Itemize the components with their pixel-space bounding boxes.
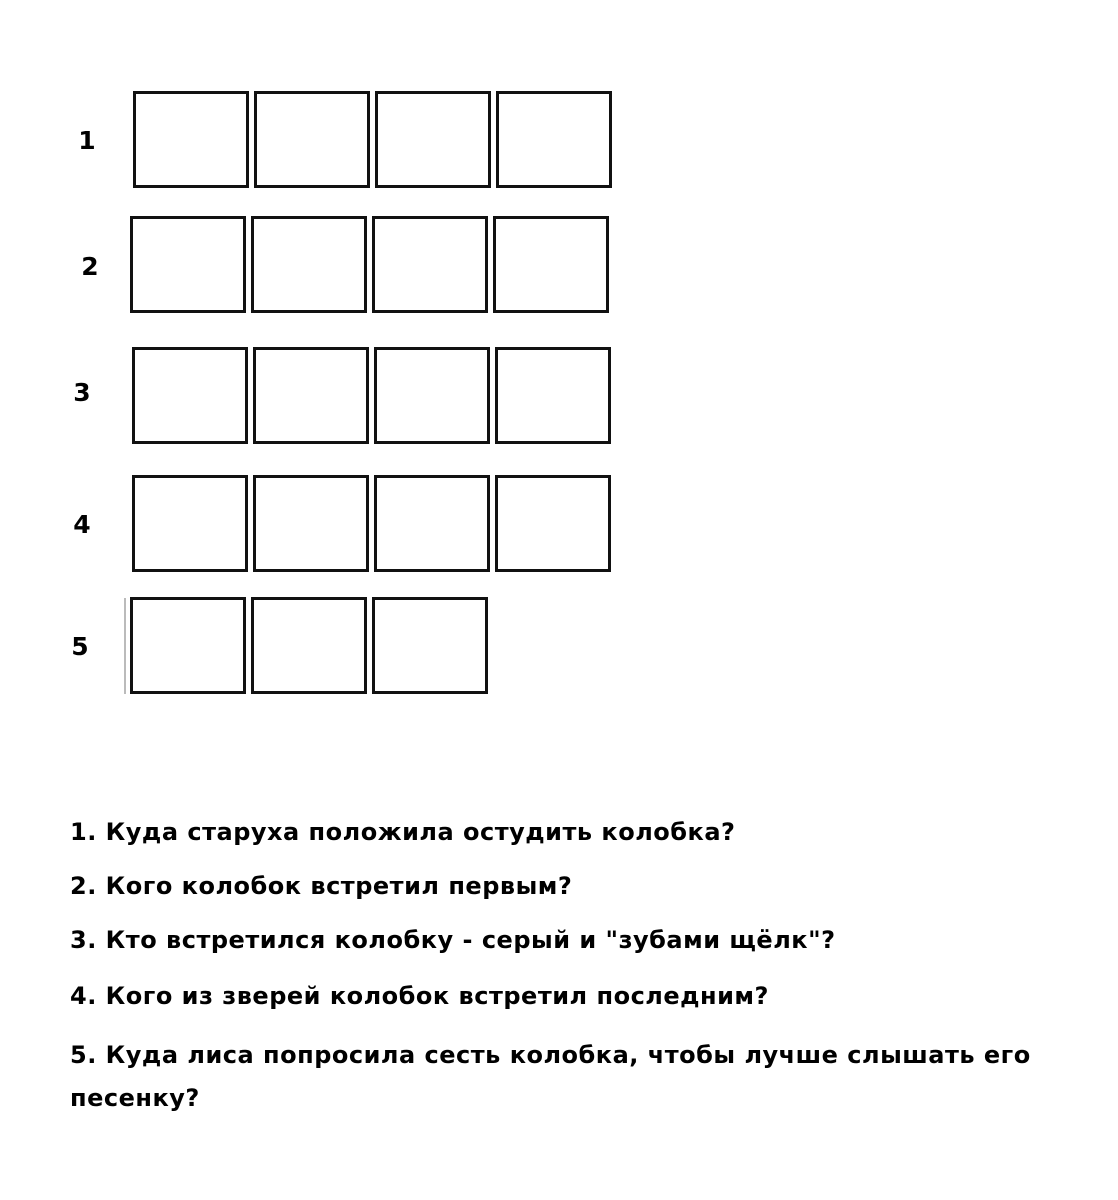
letter-cell[interactable] xyxy=(372,216,488,313)
crossword-row-1 xyxy=(133,91,612,188)
divider xyxy=(124,598,126,694)
letter-cell[interactable] xyxy=(130,597,246,694)
crossword-row-5 xyxy=(130,597,488,694)
letter-cell[interactable] xyxy=(251,597,367,694)
row-number: 2 xyxy=(81,252,99,281)
letter-cell[interactable] xyxy=(495,347,611,444)
letter-cell[interactable] xyxy=(132,475,248,572)
letter-cell[interactable] xyxy=(372,597,488,694)
letter-cell[interactable] xyxy=(132,347,248,444)
row-number: 4 xyxy=(73,510,91,539)
letter-cell[interactable] xyxy=(374,475,490,572)
crossword-row-3 xyxy=(132,347,611,444)
letter-cell[interactable] xyxy=(254,91,370,188)
letter-cell[interactable] xyxy=(496,91,612,188)
question-2: 2. Кого колобок встретил первым? xyxy=(70,872,573,900)
letter-cell[interactable] xyxy=(375,91,491,188)
question-3: 3. Кто встретился колобку - серый и "зубами щёлк"? xyxy=(70,926,836,954)
row-number: 1 xyxy=(78,126,96,155)
letter-cell[interactable] xyxy=(493,216,609,313)
question-1: 1. Куда старуха положила остудить колобка? xyxy=(70,818,736,846)
letter-cell[interactable] xyxy=(495,475,611,572)
question-4: 4. Кого из зверей колобок встретил последним? xyxy=(70,982,769,1010)
row-number: 5 xyxy=(71,632,89,661)
letter-cell[interactable] xyxy=(374,347,490,444)
crossword-row-2 xyxy=(130,216,609,313)
letter-cell[interactable] xyxy=(130,216,246,313)
crossword-row-4 xyxy=(132,475,611,572)
row-number: 3 xyxy=(73,378,91,407)
question-5: 5. Куда лиса попросила сесть колобка, чтобы лучше слышать его песенку? xyxy=(70,1041,1031,1112)
letter-cell[interactable] xyxy=(253,347,369,444)
letter-cell[interactable] xyxy=(253,475,369,572)
letter-cell[interactable] xyxy=(133,91,249,188)
letter-cell[interactable] xyxy=(251,216,367,313)
